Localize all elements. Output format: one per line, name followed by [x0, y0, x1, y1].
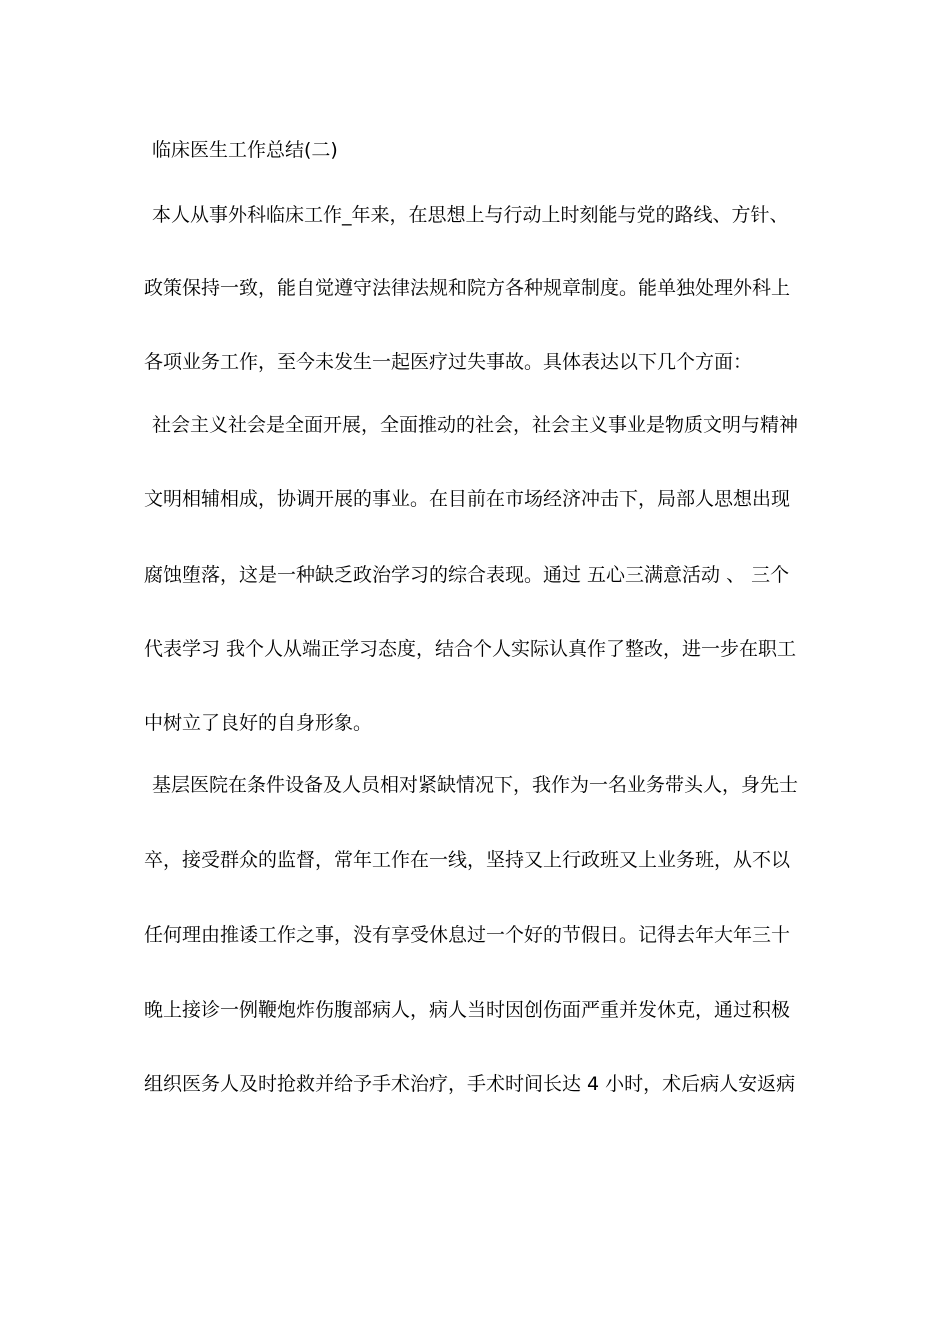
paragraph-line: 晚上接诊一例鞭炮炸伤腹部病人，病人当时因创伤面严重并发休克，通过积极: [144, 999, 791, 1021]
paragraph-line: 文明相辅相成，协调开展的事业。在目前在市场经济冲击下，局部人思想出现: [144, 488, 791, 510]
paragraph-line: 代表学习 我个人从端正学习态度，结合个人实际认真作了整改，进一步在职工: [144, 638, 797, 660]
paragraph-line: 中树立了良好的自身形象。: [144, 712, 373, 734]
document-title: 临床医生工作总结(二): [152, 139, 338, 161]
paragraph-line: 本人从事外科临床工作_年来，在思想上与行动上时刻能与党的路线、方针、: [152, 204, 789, 226]
paragraph-line: 社会主义社会是全面开展，全面推动的社会，社会主义事业是物质文明与精神: [152, 414, 799, 436]
paragraph-line: 腐蚀堕落，这是一种缺乏政治学习的综合表现。通过 五心三满意活动 、 三个: [144, 564, 790, 586]
paragraph-line: 组织医务人及时抢救并给予手术治疗，手术时间长达 4 小时，术后病人安返病: [144, 1073, 796, 1095]
paragraph-line: 政策保持一致，能自觉遵守法律法规和院方各种规章制度。能单独处理外科上: [144, 277, 791, 299]
paragraph-line: 卒，接受群众的监督，常年工作在一线，坚持又上行政班又上业务班，从不以: [144, 849, 791, 871]
paragraph-line: 基层医院在条件设备及人员相对紧缺情况下，我作为一名业务带头人，身先士: [152, 774, 799, 796]
paragraph-line: 任何理由推诿工作之事，没有享受休息过一个好的节假日。记得去年大年三十: [144, 924, 791, 946]
paragraph-line: 各项业务工作，至今未发生一起医疗过失事故。具体表达以下几个方面：: [144, 351, 753, 373]
